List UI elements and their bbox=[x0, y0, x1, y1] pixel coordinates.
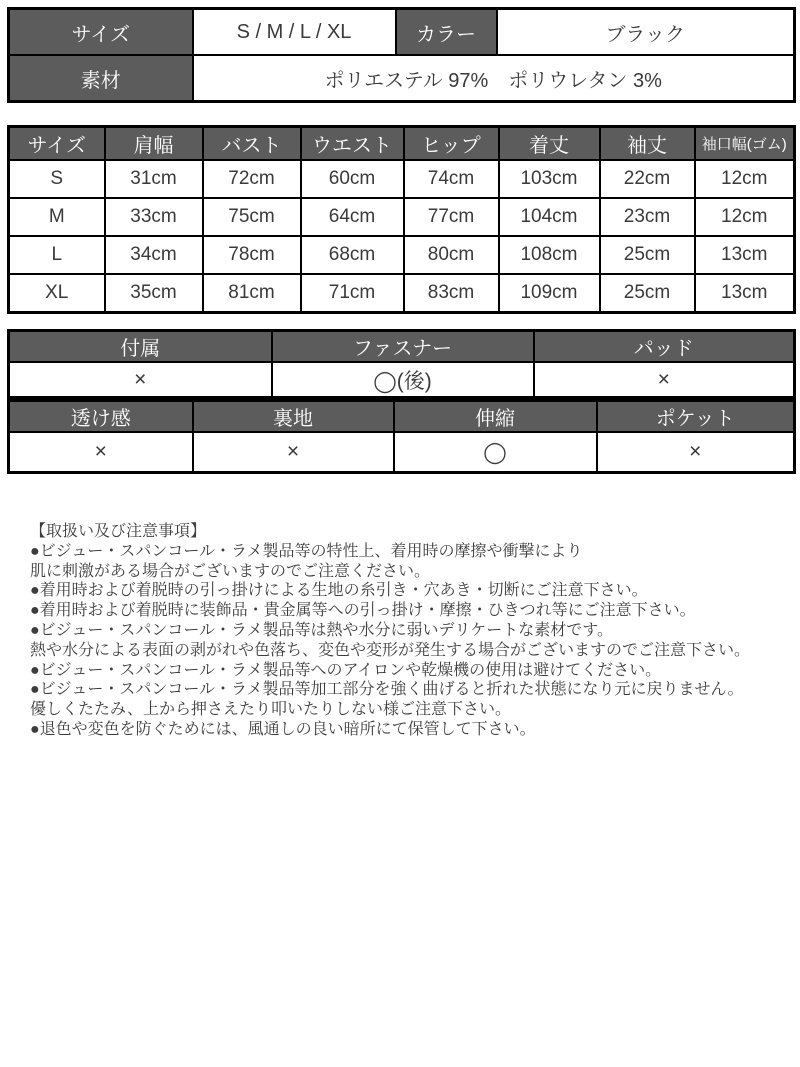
measurement-cell: 25cm bbox=[600, 236, 695, 274]
measurement-cell: 77cm bbox=[404, 198, 499, 236]
care-notes bbox=[30, 522, 790, 740]
measurement-cell: S bbox=[9, 160, 105, 198]
note-line: ●着用時および着脱時に装飾品・貴金属等への引っ掛け・摩擦・ひきつれ等にご注意下さい。 bbox=[30, 602, 696, 620]
table-row bbox=[9, 236, 795, 274]
measurement-header-cell: ヒップ bbox=[404, 127, 499, 161]
feature-header-cell: 裏地 bbox=[193, 401, 394, 433]
measurement-cell: 60cm bbox=[301, 160, 404, 198]
measurement-header-cell: サイズ bbox=[9, 127, 105, 161]
note-line: ●退色や変色を防ぐためには、風通しの良い暗所にて保管して下さい。 bbox=[30, 720, 536, 738]
note-line: ●ビジュー・スパンコール・ラメ製品等へのアイロンや乾燥機の使用は避けてください。 bbox=[30, 661, 662, 679]
measurement-cell: 34cm bbox=[105, 236, 203, 274]
note-line: ●ビジュー・スパンコール・ラメ製品等の特性上、着用時の摩擦や衝撃により bbox=[30, 542, 583, 560]
measurement-cell: 75cm bbox=[203, 198, 301, 236]
measurement-cell: 83cm bbox=[404, 274, 499, 313]
measurements-header-row bbox=[9, 127, 795, 161]
features-b-header-row bbox=[9, 401, 795, 433]
measurement-cell: 68cm bbox=[301, 236, 404, 274]
measurement-cell: L bbox=[9, 236, 105, 274]
note-line: 肌に刺激がある場合がございますのでご注意ください。 bbox=[30, 562, 431, 580]
feature-header-cell: パッド bbox=[534, 331, 795, 363]
measurement-header-cell: 肩幅 bbox=[105, 127, 203, 161]
feature-value-cell: ◯(後) bbox=[272, 362, 534, 398]
table-row bbox=[9, 274, 795, 313]
measurement-header-cell: 袖丈 bbox=[600, 127, 695, 161]
measurement-cell: 74cm bbox=[404, 160, 499, 198]
care-notes-title: 【取扱い及び注意事項】 bbox=[30, 523, 207, 540]
measurement-cell: 31cm bbox=[105, 160, 203, 198]
note-line: ●ビジュー・スパンコール・ラメ製品等加工部分を強く曲げると折れた状態になり元に戻りません。 bbox=[30, 681, 744, 699]
measurement-cell: 35cm bbox=[105, 274, 203, 313]
measurement-cell: 71cm bbox=[301, 274, 404, 313]
measurement-cell: 104cm bbox=[499, 198, 600, 236]
table-row bbox=[9, 198, 795, 236]
note-line: 優しくたたみ、上から押さえたり叩いたりしない様ご注意下さい。 bbox=[30, 701, 511, 719]
color-label-cell: カラー bbox=[396, 9, 497, 56]
measurement-header-cell: 袖口幅(ゴム) bbox=[695, 127, 795, 161]
measurement-cell: 81cm bbox=[203, 274, 301, 313]
measurement-cell: M bbox=[9, 198, 105, 236]
features-table-a bbox=[7, 329, 796, 399]
measurement-cell: 72cm bbox=[203, 160, 301, 198]
measurement-cell: 64cm bbox=[301, 198, 404, 236]
feature-value-cell: × bbox=[193, 432, 394, 473]
feature-header-cell: ポケット bbox=[597, 401, 795, 433]
feature-value-cell: ◯ bbox=[394, 432, 597, 473]
feature-value-cell: × bbox=[9, 362, 272, 398]
feature-value-cell: × bbox=[9, 432, 193, 473]
measurement-cell: 33cm bbox=[105, 198, 203, 236]
note-line: ●ビジュー・スパンコール・ラメ製品等は熱や水分に弱いデリケートな素材です。 bbox=[30, 621, 613, 639]
measurement-cell: 13cm bbox=[695, 274, 795, 313]
features-a-header-row bbox=[9, 331, 795, 363]
table-row bbox=[9, 55, 795, 102]
feature-header-cell: 付属 bbox=[9, 331, 272, 363]
table-row bbox=[9, 362, 795, 398]
size-label-cell: サイズ bbox=[9, 9, 193, 56]
feature-header-cell: 透け感 bbox=[9, 401, 193, 433]
note-line: 熱や水分による表面の剥がれや色落ち、変色や変形が発生する場合がございますのでご注意下さい。 bbox=[30, 641, 751, 659]
measurement-cell: 25cm bbox=[600, 274, 695, 313]
feature-header-cell: ファスナー bbox=[272, 331, 534, 363]
table-row bbox=[9, 160, 795, 198]
feature-value-cell: × bbox=[597, 432, 795, 473]
feature-value-cell: × bbox=[534, 362, 795, 398]
measurement-cell: 103cm bbox=[499, 160, 600, 198]
measurement-cell: 109cm bbox=[499, 274, 600, 313]
material-label-cell: 素材 bbox=[9, 55, 193, 102]
measurement-cell: 80cm bbox=[404, 236, 499, 274]
measurement-cell: 12cm bbox=[695, 160, 795, 198]
table-row bbox=[9, 432, 795, 473]
note-line: ●着用時および着脱時の引っ掛けによる生地の糸引き・穴あき・切断にご注意下さい。 bbox=[30, 582, 648, 600]
measurement-cell: XL bbox=[9, 274, 105, 313]
measurement-header-cell: ウエスト bbox=[301, 127, 404, 161]
material-value-cell: ポリエステル 97% ポリウレタン 3% bbox=[193, 55, 795, 102]
size-value-cell: S / M / L / XL bbox=[193, 9, 396, 56]
table-row bbox=[9, 9, 795, 56]
measurement-header-cell: バスト bbox=[203, 127, 301, 161]
measurements-table bbox=[7, 125, 796, 314]
feature-header-cell: 伸縮 bbox=[394, 401, 597, 433]
product-info-table bbox=[7, 7, 796, 103]
color-value-cell: ブラック bbox=[497, 9, 795, 56]
measurement-cell: 78cm bbox=[203, 236, 301, 274]
measurement-header-cell: 着丈 bbox=[499, 127, 600, 161]
measurement-cell: 108cm bbox=[499, 236, 600, 274]
measurement-cell: 23cm bbox=[600, 198, 695, 236]
measurement-cell: 22cm bbox=[600, 160, 695, 198]
measurement-cell: 12cm bbox=[695, 198, 795, 236]
features-table-b bbox=[7, 399, 796, 474]
measurement-cell: 13cm bbox=[695, 236, 795, 274]
